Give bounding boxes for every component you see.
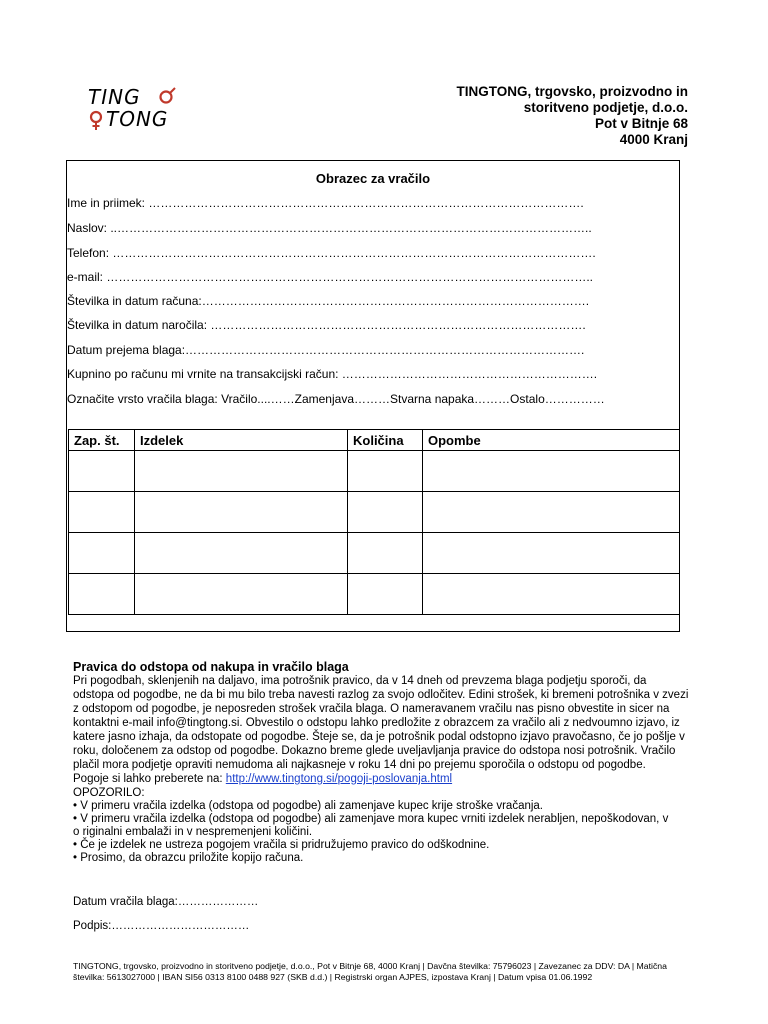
field-email[interactable]: e-mail: ………………………………………………………………………………………………………….. xyxy=(67,270,594,284)
rights-line: roku, določenem za odstop od pogodbe. Dokazno breme glede uveljavljanja pravice do odstopa nosi potrošnik. Vračilo xyxy=(73,745,676,757)
table-row xyxy=(69,533,680,574)
page-footer xyxy=(73,961,698,983)
logo-word-top: TING xyxy=(88,85,141,109)
withdrawal-rights-section xyxy=(73,660,699,786)
footer-line: TINGTONG, trgovsko, proizvodno in storitveno podjetje, d.o.o., Pot v Bitnje 68, 4000 Kranj | Davčna številka: 75796023 | Zavezanec za DDV: DA | Matična xyxy=(73,961,667,971)
rights-line: plačil mora podjetje opraviti nemudoma ali najkasneje v roku 14 dni po prejemu sporočila o odstopu od pogodbe. xyxy=(73,759,646,771)
table-cell[interactable] xyxy=(135,533,348,574)
table-cell[interactable] xyxy=(348,451,423,492)
table-row xyxy=(69,492,680,533)
field-receipt-date[interactable]: Datum prejema blaga:………………………………………………………………………………………. xyxy=(67,343,585,357)
logo-word-bottom: TONG xyxy=(106,107,169,131)
warnings-title: OPOZORILO: xyxy=(73,787,145,799)
warning-item: • Prosimo, da obrazcu priložite kopijo računa. xyxy=(73,852,304,864)
table-cell[interactable] xyxy=(348,492,423,533)
col-quantity: Količina xyxy=(348,430,423,451)
tingtong-logo xyxy=(84,84,180,134)
table-cell[interactable] xyxy=(135,574,348,615)
table-cell[interactable] xyxy=(348,533,423,574)
table-cell[interactable] xyxy=(69,451,135,492)
rights-line: Pri pogodbah, sklenjenih na daljavo, ima potrošnik pravico, da v 14 dneh od prevzema blaga podjetju sporoči, da xyxy=(73,675,647,687)
field-order[interactable]: Številka in datum naročila: …………………………………………………………………………………. xyxy=(67,318,586,332)
table-cell[interactable] xyxy=(135,492,348,533)
company-street: Pot v Bitnje 68 xyxy=(594,116,688,131)
company-name-line: TINGTONG, trgovsko, proizvodno in xyxy=(456,84,688,99)
rights-title: Pravica do odstopa od nakupa in vračilo blaga xyxy=(73,660,349,674)
table-cell[interactable] xyxy=(423,574,680,615)
form-title: Obrazec za vračilo xyxy=(315,171,431,186)
signature-field[interactable]: Podpis:……………………………… xyxy=(73,920,250,932)
logo-male-symbol-icon xyxy=(161,92,172,103)
warning-item: o riginalni embalaži in v nespremenjeni količini. xyxy=(73,826,313,838)
terms-line xyxy=(73,772,699,786)
field-return-type[interactable]: Označite vrsto vračila blaga: Vračilo....……Zamenjava………Stvarna napaka………Ostalo…………… xyxy=(67,392,605,406)
return-form xyxy=(66,160,680,632)
table-cell[interactable] xyxy=(423,451,680,492)
items-table-header xyxy=(69,430,680,451)
col-notes: Opombe xyxy=(423,430,680,451)
table-row xyxy=(69,574,680,615)
rights-line: katere jasno izhaja, da odstopate od pogodbe. Šteje se, da je potrošnik podal odstopno izjavo pravočasno, če jo pošlje v xyxy=(73,731,685,743)
terms-prefix: Pogoje si lahko preberete na: xyxy=(73,773,226,785)
field-name[interactable]: Ime in priimek: ………………………………………………………………………………………………. xyxy=(67,196,584,210)
logo-female-symbol-icon xyxy=(91,112,101,122)
field-bank-account[interactable]: Kupnino po računu mi vrnite na transakcijski račun: ………………………………………………………. xyxy=(67,367,598,381)
footer-line: številka: 5613027000 | IBAN SI56 0313 8100 0488 927 (SKB d.d.) | Registrski organ AJPES, izpostava Kranj | Datum vpisa 01.06.1992 xyxy=(73,972,593,982)
col-product: Izdelek xyxy=(135,430,348,451)
warning-item: • V primeru vračila izdelka (odstopa od pogodbe) ali zamenjave mora kupec vrniti izdelek nerabljen, nepoškodovan, v xyxy=(73,813,669,825)
company-type-line: storitveno podjetje, d.o.o. xyxy=(523,100,688,115)
table-cell[interactable] xyxy=(423,533,680,574)
table-cell[interactable] xyxy=(69,533,135,574)
company-city: 4000 Kranj xyxy=(619,132,688,147)
terms-link[interactable]: http://www.tingtong.si/pogoji-poslovanja.html xyxy=(225,773,453,785)
field-address[interactable]: Naslov: ..……………………………………………………………………………………………………….. xyxy=(67,221,592,235)
field-phone[interactable]: Telefon: …………………………………………………………………………………………………………. xyxy=(67,246,596,260)
warnings-section xyxy=(73,787,699,865)
field-invoice[interactable]: Številka in datum računa:……………………………………………………………………………………. xyxy=(67,294,590,308)
return-date-field[interactable]: Datum vračila blaga:………………… xyxy=(73,896,259,908)
col-number: Zap. št. xyxy=(69,430,135,451)
table-cell[interactable] xyxy=(423,492,680,533)
table-cell[interactable] xyxy=(69,492,135,533)
table-row xyxy=(69,451,680,492)
rights-line: odstopa od pogodbe, ne da bi mu bilo treba navesti razlog za svojo odločitev. Edini strošek, ki bremeni potrošnika v zvezi xyxy=(73,689,689,701)
warning-item: • Če je izdelek ne ustreza pogojem vračila si pridružujemo pravico do odškodnine. xyxy=(73,839,490,851)
warning-item: • V primeru vračila izdelka (odstopa od pogodbe) ali zamenjave kupec krije stroške vračanja. xyxy=(73,800,544,812)
table-cell[interactable] xyxy=(135,451,348,492)
table-cell[interactable] xyxy=(69,574,135,615)
rights-line: z odstopom od pogodbe, je neposreden strošek vračila blaga. O nameravanem vračilu nas pisno obvestite in sicer na xyxy=(73,703,670,715)
company-address xyxy=(456,84,688,148)
items-table xyxy=(68,429,680,615)
logo-male-arrow-icon xyxy=(170,88,175,93)
table-cell[interactable] xyxy=(348,574,423,615)
rights-line: kontaktni e-mail info@tingtong.si. Obvestilo o odstopu lahko predložite z obrazcem za vračilo ali z nedvoumno izjavo, iz xyxy=(73,717,680,729)
